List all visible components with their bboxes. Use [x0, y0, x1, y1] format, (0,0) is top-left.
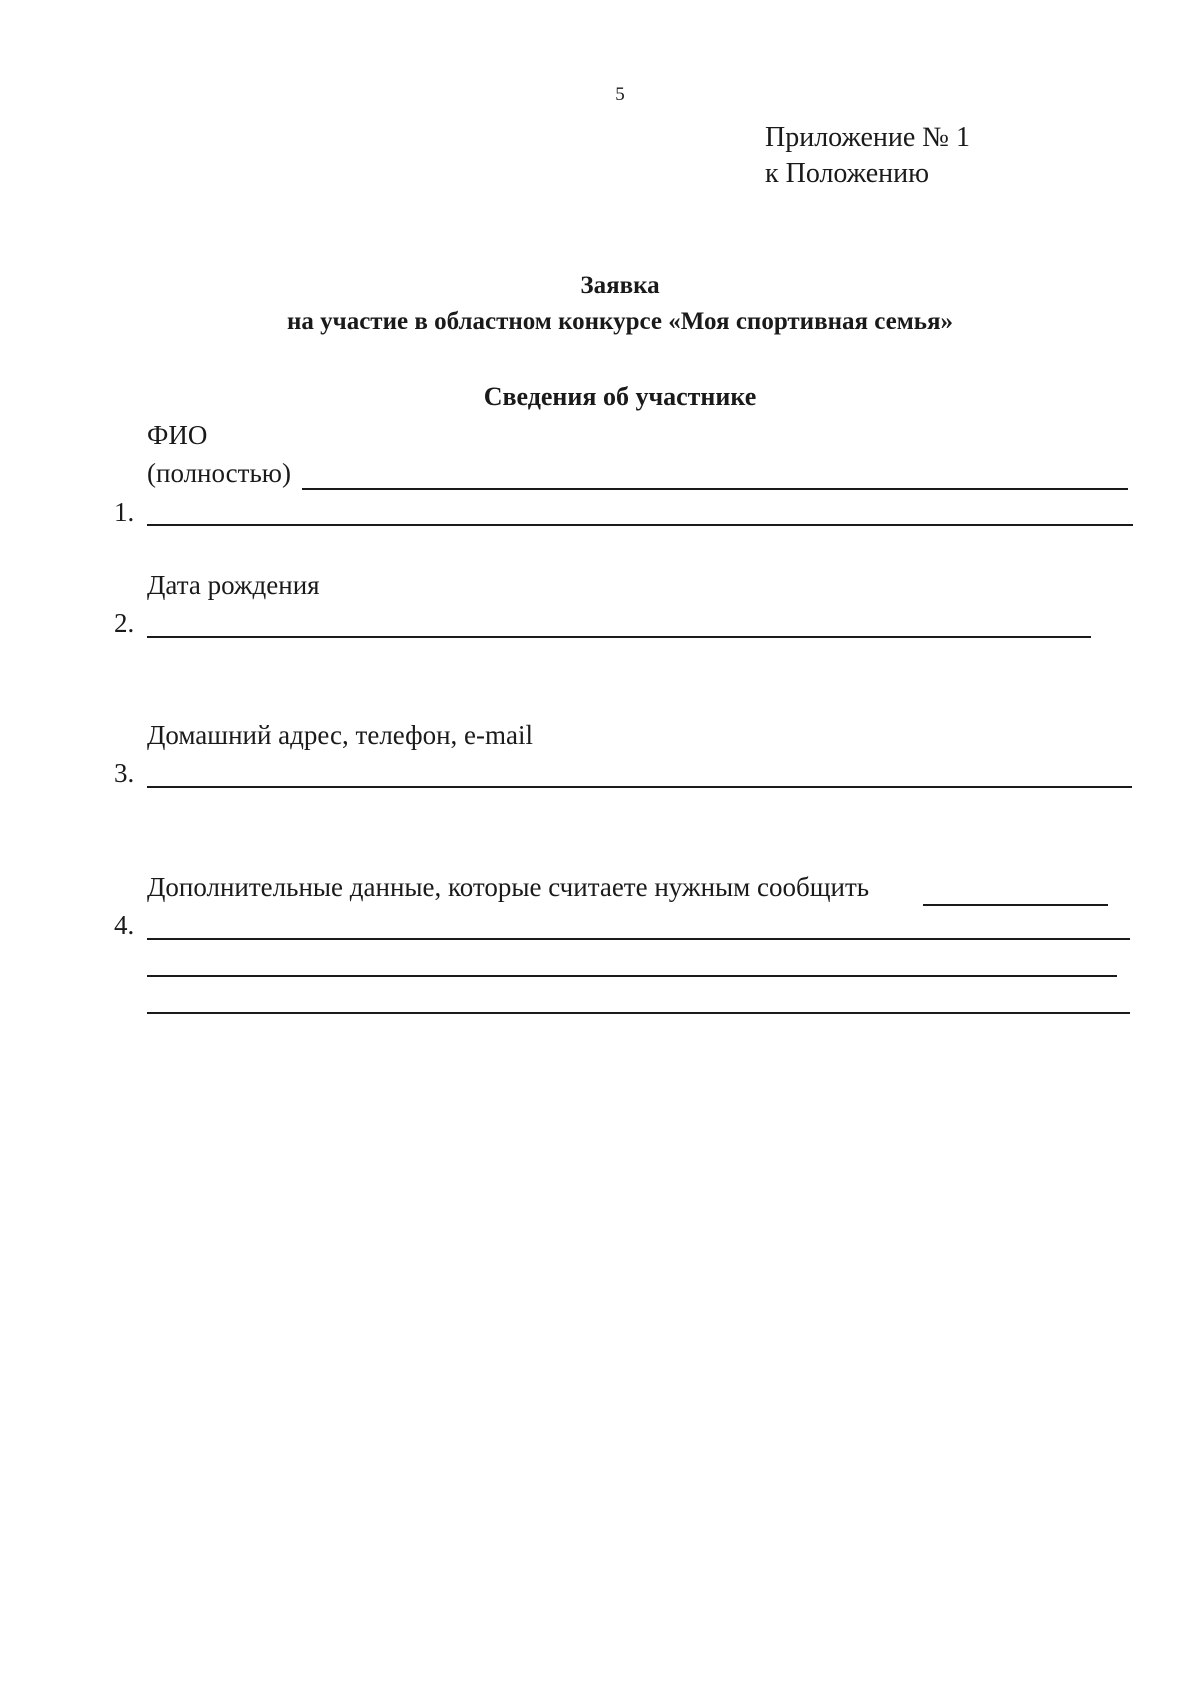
- field-1-fill-line-inline[interactable]: [302, 488, 1128, 490]
- section-title: Сведения об участнике: [483, 382, 757, 411]
- field-4-label: Дополнительные данные, которые считаете нужным сообщить: [147, 872, 870, 902]
- field-4-fill-line-2[interactable]: [147, 975, 1117, 977]
- field-3-number: 3.: [114, 758, 135, 788]
- field-4-fill-line-1[interactable]: [147, 938, 1130, 940]
- field-1-label: ФИО: [147, 420, 208, 450]
- form-subtitle: на участие в областном конкурсе «Моя спортивная семья»: [286, 308, 954, 335]
- field-1-label-extra: (полностью): [147, 458, 291, 488]
- field-4-fill-line-inline[interactable]: [923, 904, 1108, 906]
- field-2-fill-line[interactable]: [147, 636, 1091, 638]
- appendix-line-2: к Положению: [765, 158, 930, 189]
- appendix-line-1: Приложение № 1: [765, 122, 970, 153]
- field-1-fill-line[interactable]: [147, 524, 1133, 526]
- field-4-number: 4.: [114, 910, 135, 940]
- field-3-fill-line[interactable]: [147, 786, 1132, 788]
- field-3-label: Домашний адрес, телефон, e-mail: [147, 720, 534, 750]
- field-2-label: Дата рождения: [147, 570, 320, 600]
- field-1-number: 1.: [114, 497, 135, 527]
- field-2-number: 2.: [114, 608, 135, 638]
- appendix-reference: [765, 120, 970, 192]
- page-number: 5: [615, 84, 625, 105]
- form-title: Заявка: [580, 272, 660, 299]
- field-4-fill-line-3[interactable]: [147, 1012, 1130, 1014]
